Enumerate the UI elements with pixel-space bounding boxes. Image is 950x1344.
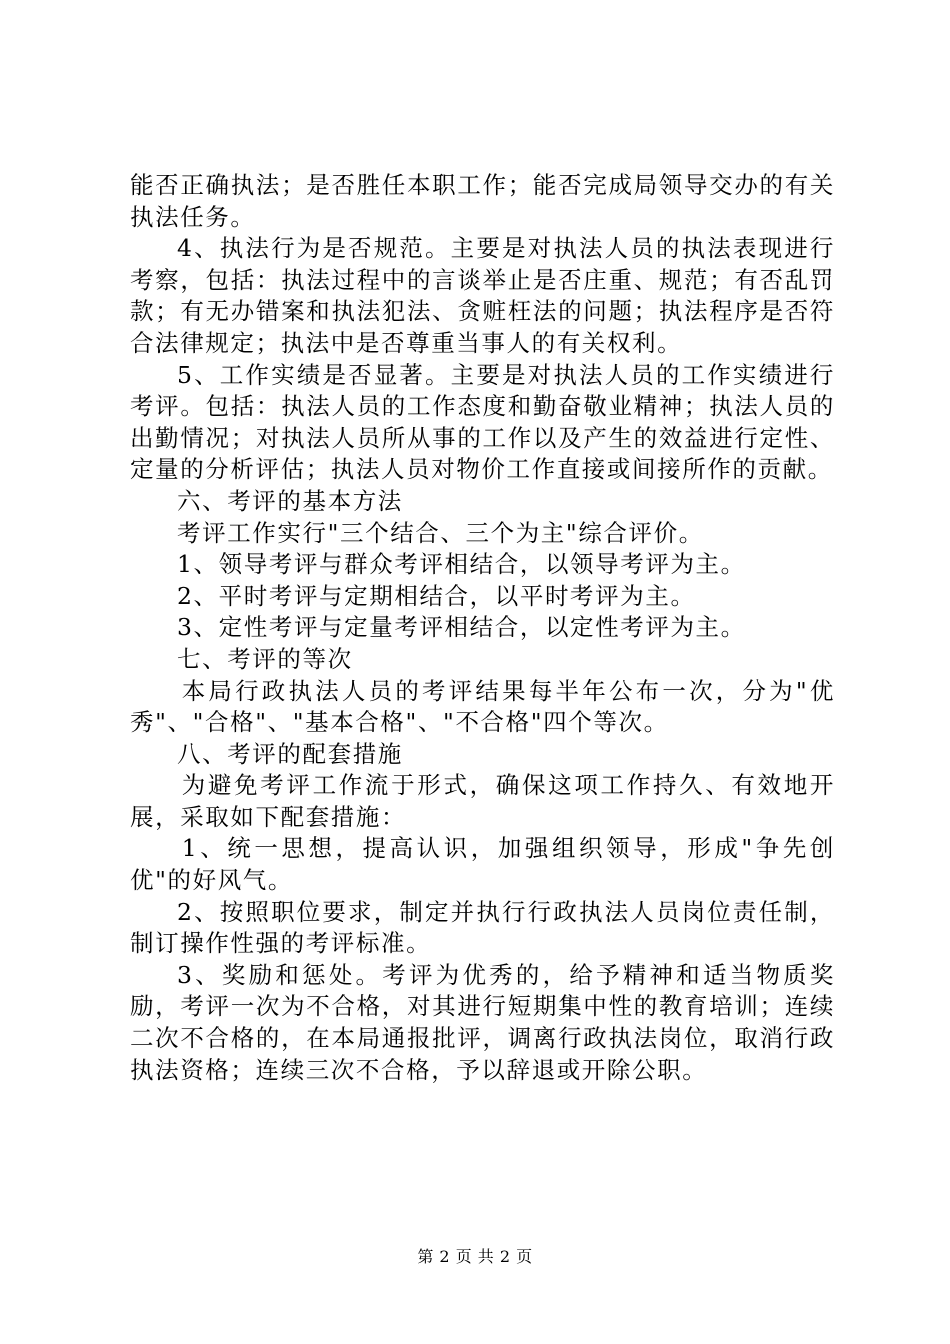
paragraph-measures-intro: 为避免考评工作流于形式，确保这项工作持久、有效地开展，采取如下配套措施：	[130, 771, 835, 831]
document-body	[130, 170, 835, 1086]
paragraph-measure-2: 2、按照职位要求，制定并执行行政执法人员岗位责任制，制订操作性强的考评标准。	[130, 897, 835, 958]
paragraph-method-1: 1、领导考评与群众考评相结合，以领导考评为主。	[177, 550, 746, 579]
paragraph-method-intro: 考评工作实行"三个结合、三个为主"综合评价。	[177, 518, 704, 547]
paragraph-method-2: 2、平时考评与定期相结合，以平时考评为主。	[177, 581, 696, 610]
paragraph-measure-1: 1、统一思想，提高认识，加强组织领导，形成"争先创优"的好风气。	[130, 834, 835, 895]
page-footer	[0, 1244, 950, 1267]
paragraph-item-4: 4、执法行为是否规范。主要是对执法人员的执法表现进行考察，包括：执法过程中的言谈举止是否庄重、规范；有否乱罚款；有无办错案和执法犯法、贪赃枉法的问题；执法程序是否符合法律规定；执法中是否尊重当事人的有关权利。	[130, 234, 835, 357]
page-number-label: 第 2 页 共 2 页	[417, 1247, 533, 1266]
paragraph-item-5: 5、工作实绩是否显著。主要是对执法人员的工作实绩进行考评。包括：执法人员的工作态度和勤奋敬业精神；执法人员的出勤情况；对执法人员所从事的工作以及产生的效益进行定性、定量的分析评估；执法人员对物价工作直接或间接所作的贡献。	[130, 360, 835, 484]
paragraph-grades: 本局行政执法人员的考评结果每半年公布一次，分为"优秀"、"合格"、"基本合格"、"不合格"四个等次。	[130, 676, 835, 737]
paragraph-continuation: 能否正确执法；是否胜任本职工作；能否完成局领导交办的有关执法任务。	[130, 171, 835, 231]
section-heading-8: 八、考评的配套措施	[177, 739, 403, 768]
section-heading-6: 六、考评的基本方法	[177, 486, 403, 515]
paragraph-measure-3: 3、奖励和惩处。考评为优秀的，给予精神和适当物质奖励，考评一次为不合格，对其进行短期集中性的教育培训；连续二次不合格的，在本局通报批评，调离行政执法岗位，取消行政执法资格；连续三次不合格，予以辞退或开除公职。	[130, 960, 835, 1084]
section-heading-7: 七、考评的等次	[177, 644, 353, 673]
paragraph-method-3: 3、定性考评与定量考评相结合，以定性考评为主。	[177, 613, 746, 642]
